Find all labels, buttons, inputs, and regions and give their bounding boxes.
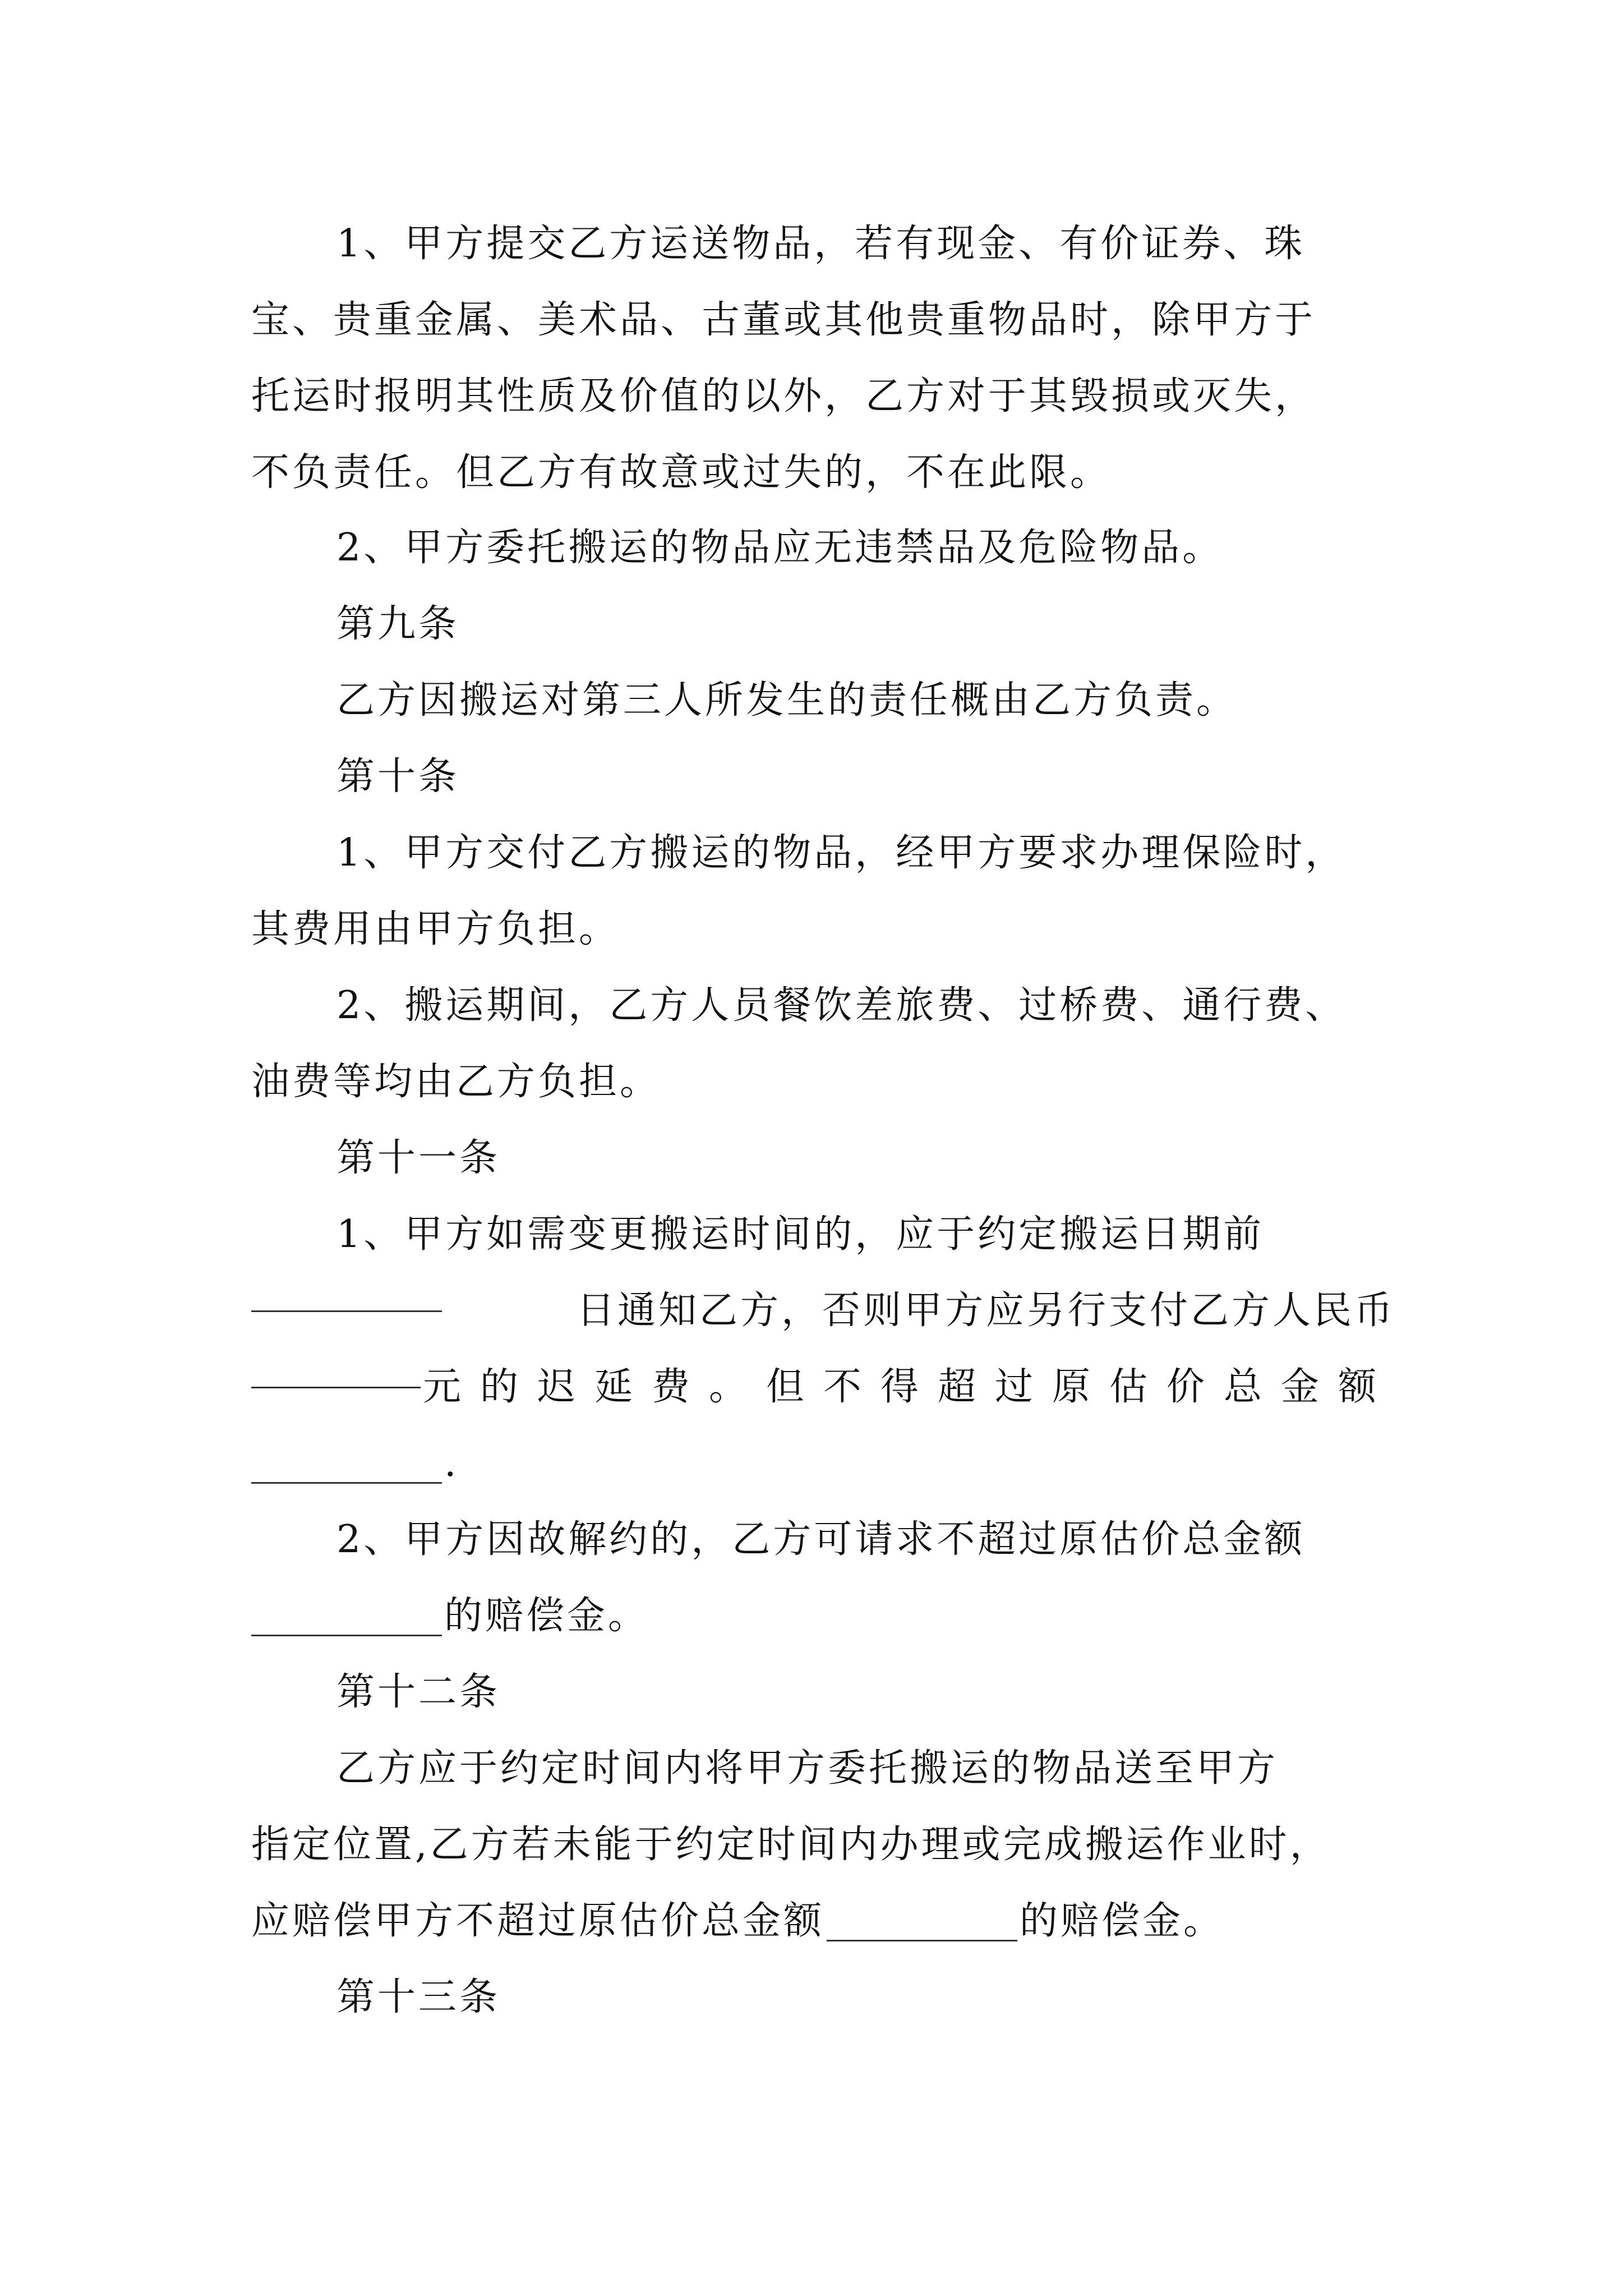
paragraph-line: 油费等均由乙方负担。 — [251, 1060, 661, 1104]
fill-in-blank[interactable] — [827, 1940, 1017, 1941]
paragraph-line: 1、甲方提交乙方运送物品，若有现金、有价证券、珠 — [336, 222, 1306, 266]
article-heading: 第十一条 — [336, 1136, 501, 1180]
paragraph-line: 托运时报明其性质及价值的以外，乙方对于其毁损或灭失， — [251, 374, 1316, 418]
paragraph-line: 2、甲方委托搬运的物品应无违禁品及危险物品。 — [336, 526, 1224, 570]
paragraph-line: 2、甲方因故解约的，乙方可请求不超过原估价总金额 — [336, 1517, 1306, 1562]
paragraph-line: 不负责任。但乙方有故意或过失的，不在此限。 — [251, 450, 1112, 495]
article-heading: 第十三条 — [336, 1975, 501, 2019]
paragraph-text: 的赔偿金。 — [444, 1594, 649, 1638]
article-heading: 第十二条 — [336, 1670, 501, 1714]
fill-in-blank[interactable] — [251, 1635, 442, 1636]
article-heading: 第九条 — [336, 602, 460, 646]
paragraph-line: 1、甲方如需变更搬运时间的，应于约定搬运日期前 — [336, 1212, 1265, 1257]
paragraph-line-with-blank — [251, 1433, 1395, 1494]
paragraph-line: 2、搬运期间，乙方人员餐饮差旅费、过桥费、通行费、 — [336, 983, 1347, 1028]
paragraph-line: 1、甲方交付乙方搬运的物品，经甲方要求办理保险时， — [336, 831, 1347, 875]
paragraph-line: 乙方因搬运对第三人所发生的责任概由乙方负责。 — [336, 678, 1238, 723]
paragraph-line: 宝、贵重金属、美术品、古董或其他贵重物品时，除甲方于 — [251, 298, 1316, 342]
fill-in-blank[interactable] — [251, 1482, 442, 1484]
paragraph-line: 其费用由甲方负担。 — [251, 907, 620, 951]
fill-in-blank[interactable] — [251, 1387, 421, 1388]
paragraph-text: 的赔偿金。 — [1020, 1899, 1225, 1943]
paragraph-line-with-blank — [251, 1585, 1395, 1647]
paragraph-text: 应赔偿甲方不超过原估价总金额 — [251, 1899, 825, 1943]
paragraph-line-with-blank — [251, 1280, 1395, 1342]
period-text: . — [444, 1441, 459, 1485]
article-heading: 第十条 — [336, 754, 460, 799]
paragraph-line: 乙方应于约定时间内将甲方委托搬运的物品送至甲方 — [336, 1746, 1279, 1791]
paragraph-line: 指定位置,乙方若未能于约定时间内办理或完成搬运作业时， — [251, 1823, 1331, 1867]
fill-in-blank[interactable] — [251, 1310, 442, 1312]
paragraph-line-with-blank — [251, 1356, 1395, 1418]
paragraph-text: 日通知乙方，否则甲方应另行支付乙方人民币 — [576, 1289, 1395, 1333]
paragraph-text: 元的迟延费。但不得超过原估价总金额 — [422, 1365, 1395, 1409]
paragraph-line-with-blank — [251, 1890, 1395, 1952]
